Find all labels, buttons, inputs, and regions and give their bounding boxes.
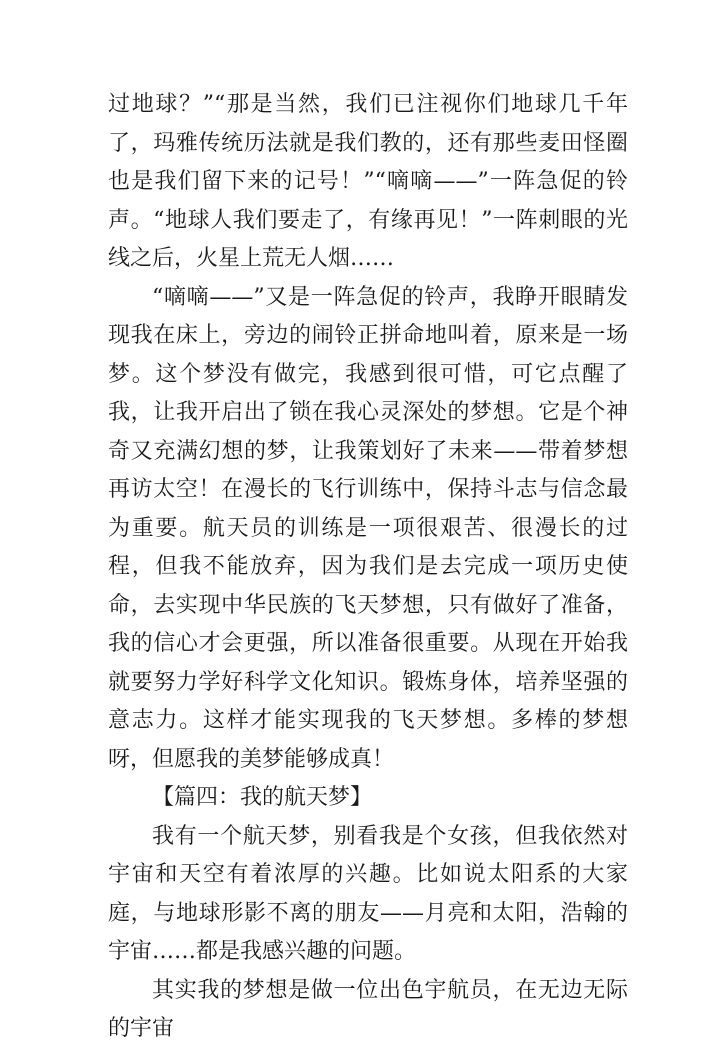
- document-body: [108, 86, 628, 1049]
- paragraph-dream-awakening: “嘀嘀——”又是一阵急促的铃声，我睁开眼睛发现我在床上，旁边的闹铃正拼命地叫着，原来是一场梦。这个梦没有做完，我感到很可惜，可它点醒了我，让我开启出了锁在我心灵深处的梦想。它是个神奇又充满幻想的梦，让我策划好了未来——带着梦想再访太空！在漫长的飞行训练中，保持斗志与信念最为重要。航天员的训练是一项很艰苦、很漫长的过程，但我不能放弃，因为我们是去完成一项历史使命，去实现中华民族的飞天梦想，只有做好了准备，我的信心才会更强，所以准备很重要。从现在开始我就要努力学好科学文化知识。锻炼身体，培养坚强的意志力。这样才能实现我的飞天梦想。多棒的梦想呀，但愿我的美梦能够成真！: [108, 284, 628, 772]
- section-heading: 【篇四：我的航天梦】: [152, 785, 373, 810]
- paragraph-continued: 过地球？”“那是当然，我们已注视你们地球几千年了，玛雅传统历法就是我们教的，还有那些麦田怪圈也是我们留下来的记号！”“嘀嘀——”一阵急促的铃声。“地球人我们要走了，有缘再见！”一阵刺眼的光线之后，火星上荒无人烟……: [108, 92, 628, 271]
- paragraph-space-dream: 我有一个航天梦，别看我是个女孩，但我依然对宇宙和天空有着浓厚的兴趣。比如说太阳系的大家庭，与地球形影不离的朋友——月亮和太阳，浩翰的宇宙……都是我感兴趣的问题。: [108, 823, 628, 964]
- paragraph-astronaut-dream: 其实我的梦想是做一位出色宇航员，在无边无际的宇宙: [108, 977, 628, 1041]
